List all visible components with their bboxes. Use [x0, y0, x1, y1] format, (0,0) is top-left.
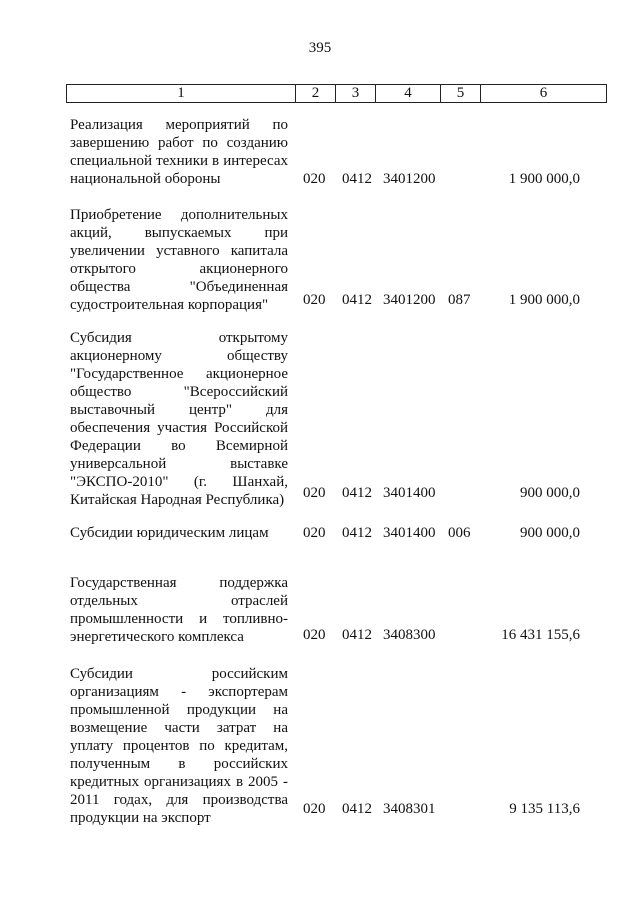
- row-col-2: 020: [303, 525, 326, 541]
- table-header: [66, 84, 607, 103]
- header-col-1: 1: [67, 85, 296, 102]
- row-col-2: 020: [303, 627, 326, 643]
- row-col-3: 0412: [342, 485, 372, 501]
- row-description: Субсидии юридическим лицам: [70, 525, 269, 541]
- row-col-2: 020: [303, 171, 326, 187]
- row-description: Реализация мероприятий по завершению работ по созданию специальной техники в интересах национальной обороны: [70, 117, 288, 187]
- row-col-6: 1 900 000,0: [508, 292, 580, 308]
- row-col-6: 9 135 113,6: [509, 801, 580, 817]
- row-col-2: 020: [303, 292, 326, 308]
- row-col-5: 006: [448, 525, 471, 541]
- row-col-3: 0412: [342, 525, 372, 541]
- row-col-6: 900 000,0: [520, 485, 580, 501]
- row-col-3: 0412: [342, 801, 372, 817]
- row-description: Субсидии российским организациям - экспортерам промышленной продукции на возмещение части затрат на уплату процентов по кредитам, полученным в российских кредитных организациях в 2005 - 2011 годах, для производства продукции на экспорт: [70, 666, 288, 826]
- row-description: Приобретение дополнительных акций, выпускаемых при увеличении уставного капитала открытого акционерного общества "Объединенная судостроительная корпорация": [70, 207, 288, 313]
- row-col-4: 3408300: [383, 627, 436, 643]
- row-description: Субсидия открытому акционерному обществу "Государственное акционерное общество "Всероссийский выставочный центр" для обеспечения участия Российской Федерации во Всемирной универсальной выставке "ЭКСПО-2010" (г. Шанхай, Китайская Народная Республика): [70, 330, 288, 508]
- row-col-4: 3401400: [383, 525, 436, 541]
- row-col-4: 3401400: [383, 485, 436, 501]
- page-number: 395: [308, 40, 332, 56]
- row-description: Государственная поддержка отдельных отраслей промышленности и топливно-энергетического комплекса: [70, 575, 288, 645]
- row-col-3: 0412: [342, 171, 372, 187]
- row-col-6: 1 900 000,0: [508, 171, 580, 187]
- header-col-5: 5: [441, 85, 481, 102]
- row-col-6: 900 000,0: [520, 525, 580, 541]
- header-col-3: 3: [336, 85, 376, 102]
- row-col-4: 3408301: [383, 801, 436, 817]
- header-col-4: 4: [376, 85, 441, 102]
- row-col-5: 087: [448, 292, 471, 308]
- row-col-2: 020: [303, 801, 326, 817]
- row-col-4: 3401200: [383, 292, 436, 308]
- row-col-2: 020: [303, 485, 326, 501]
- row-col-4: 3401200: [383, 171, 436, 187]
- header-col-2: 2: [296, 85, 336, 102]
- row-col-6: 16 431 155,6: [501, 627, 580, 643]
- row-col-3: 0412: [342, 292, 372, 308]
- row-col-3: 0412: [342, 627, 372, 643]
- header-col-6: 6: [539, 85, 548, 101]
